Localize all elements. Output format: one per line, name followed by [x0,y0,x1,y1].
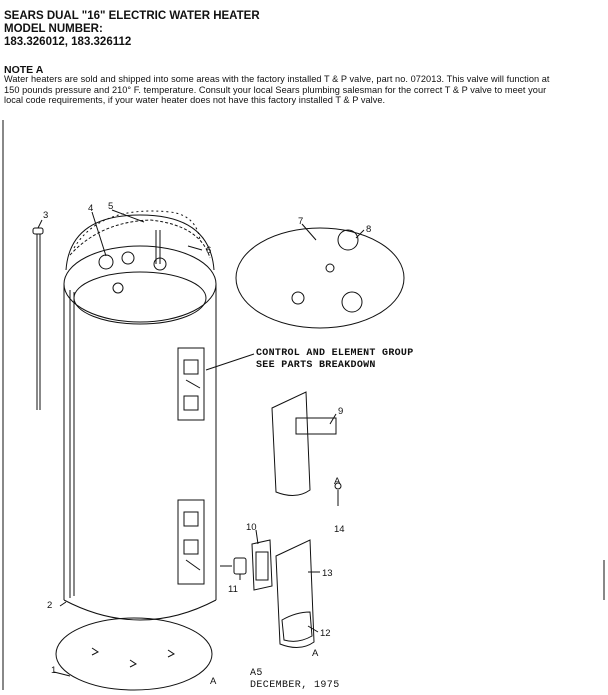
label-part-8: 8 [366,224,372,235]
lower-access-panel [276,540,314,648]
top-cover [236,228,404,328]
document-footer [250,668,340,692]
anode-rod [33,228,43,410]
control-element-group-callout [256,348,414,372]
label-part-2: 2 [47,600,53,611]
bottom-pan [56,618,212,690]
label-part-10: 10 [246,522,257,533]
label-part-3: 3 [43,210,49,221]
upper-access-panel [272,392,336,496]
control-group-line-2: SEE PARTS BREAKDOWN [256,360,376,371]
note-title: NOTE A [4,64,44,76]
label-part-4: 4 [88,203,94,214]
label-part-12: 12 [320,628,331,639]
footer-date: DECEMBER, 1975 [250,680,340,691]
label-part-14: 14 [334,524,345,535]
note-text: Water heaters are sold and shipped into some areas with the factory installed T & P valve, part no. 072013. This valve will function at 150 pounds pressure and 210° F. temperature. Consult your local Sears plumbing salesman for the correct T & P valve to meet your local code requirements, if your water heater does not have this factory installed T & P valve. [4,74,550,106]
footer-code: A5 [250,668,263,679]
document-title: SEARS DUAL "16" ELECTRIC WATER HEATER [4,10,260,22]
label-callout-a-bottom: A [210,676,217,687]
tp-valve [220,558,246,580]
label-part-9: 9 [338,406,344,417]
model-numbers: 183.326012, 183.326112 [4,36,132,48]
label-part-5: 5 [108,201,114,212]
label-part-13: 13 [322,568,333,579]
label-part-1: 1 [51,665,57,676]
label-callout-a-panel: A [312,648,319,659]
control-group-line-1: CONTROL AND ELEMENT GROUP [256,348,414,359]
label-callout-a-screw: A [334,476,341,487]
label-part-6: 6 [206,245,212,256]
thermostat-cover [252,540,272,590]
label-part-7: 7 [298,216,304,227]
water-heater-tank [64,211,216,620]
label-part-11: 11 [228,584,238,595]
model-number-label: MODEL NUMBER: [4,23,103,35]
